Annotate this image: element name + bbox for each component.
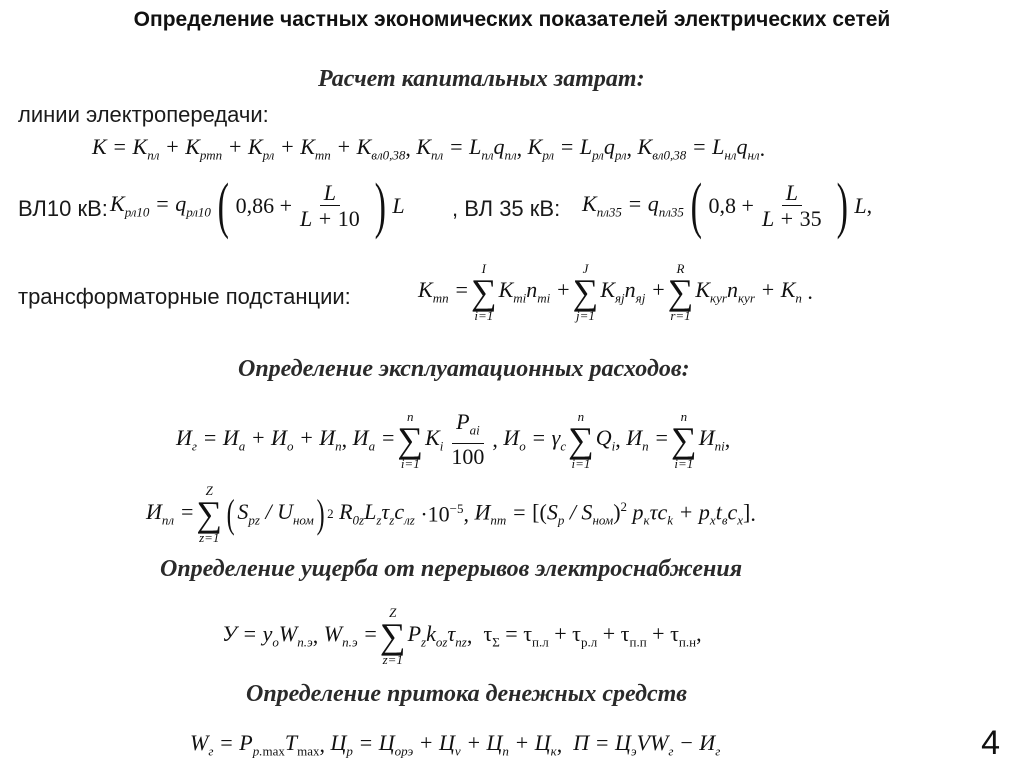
label-vl35: , ВЛ 35 кВ: <box>452 196 561 221</box>
label-substations: трансформаторные подстанции: <box>18 284 351 309</box>
label-power-lines: линии электропередачи: <box>18 102 269 127</box>
heading-cash-inflow: Определение притока денежных средств <box>246 681 688 707</box>
equation-vl35: $K_{пл35} = q_{пл35}$ ( 0,8 + $\frac{L}{L + 35}$ ) L , <box>582 172 873 240</box>
equation-operating-costs: $И_г = И_а + И_о + И_п$ , $И_а$ = n ∑ i=1 $K_i$ $\frac{P_{ai}}{100}$ , $И_о = \gamma_с$ n ∑ i=1 $Q_i$ , $И_п$ = n ∑ i=1 $И_{пi}$ , <box>176 409 731 471</box>
equation-capital-total: $K = K_{пл} + K_{ртп} + K_{рл} + K_{тп} + K_{вл0,38}$ , $K_{пл} = L_{пл}q_{пл}$ , $K_{рл} = L_{рл}q_{рл}$ , $K_{вл0,38} = L_{нл}q_{нл}$ . <box>92 134 766 163</box>
equation-outage-damage: $У = y_оW_{п.э}$ , $W_{п.э}$ = Z ∑ z=1 $P_zk_{oz}\tau_{пz}$ , $\tau_\Sigma = \tau_{п.л} + \tau_{р.л} + \tau_{п.п} + \tau_{п.н}$, <box>222 605 702 667</box>
slide-title: Определение частных экономических показателей электрических сетей <box>133 8 891 31</box>
label-vl10: ВЛ10 кВ: <box>18 196 108 221</box>
heading-outage-damage: Определение ущерба от перерывов электроснабжения <box>160 556 743 582</box>
equation-cash-inflow: $W_г = P_{р.max}T_{max}$ , $Ц_р = Ц_{орэ} + Ц_v + Ц_п + Ц_к$ , $П = Ц_эVW_г - И_г$ <box>190 730 721 759</box>
equation-line-losses: $И_{пл}$ = Z ∑ z=1 ( $S_{pz} / U_{ном}$ ) 2 $R_{0z}L_z\tau_zc_{лz}$ $\cdot 10^{-5}$, $И_{пт} = [(S_p / S_{ном})^2$ $p_к\tau c_k + p_xt_вc_x$] . <box>146 483 756 545</box>
heading-operating-costs: Определение эксплуатационных расходов: <box>238 356 690 382</box>
page-number: 4 <box>981 724 1000 762</box>
equation-substations: $K_{тп}$ = I ∑ i=1 $K_{тi}n_{тi}$ + J ∑ j=1 $K_{яj}n_{яj}$ + R ∑ r=1 $K_{кyr}n_{кyr} + K_п$ . <box>418 261 813 323</box>
equation-vl10: $K_{рл10} = q_{рл10}$ ( 0,86 + $\frac{L}{L + 10}$ ) L <box>110 172 405 240</box>
heading-capital-costs: Расчет капитальных затрат: <box>318 66 645 92</box>
